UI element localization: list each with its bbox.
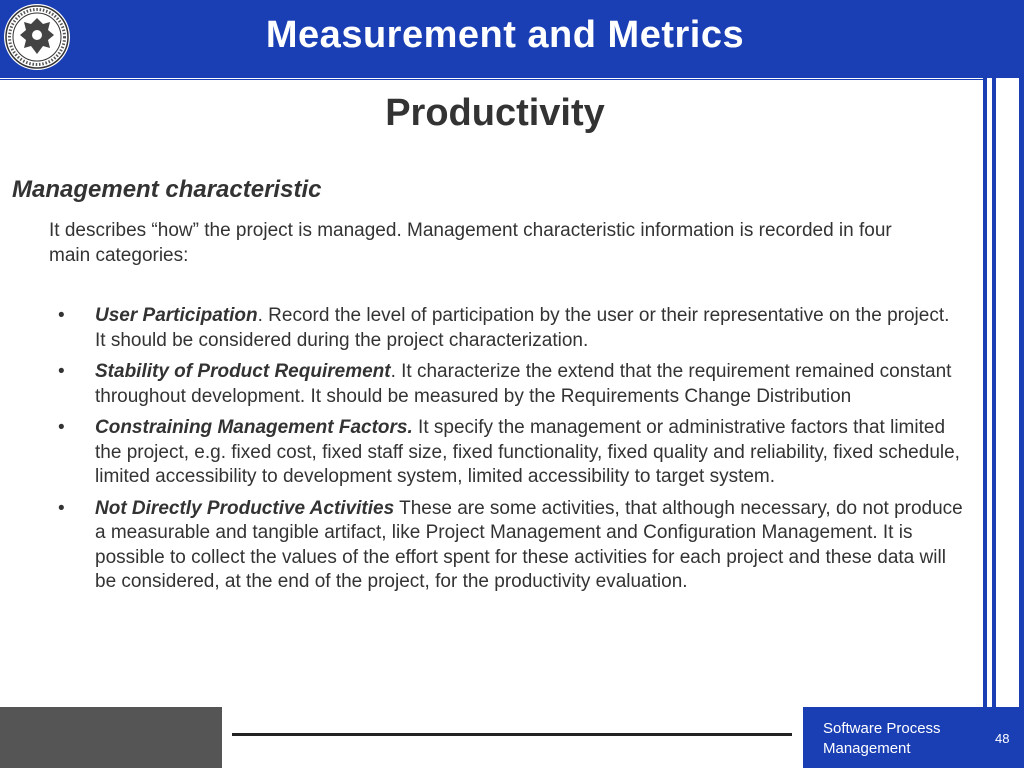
list-item — [58, 304, 964, 353]
footer-course-box — [803, 707, 983, 768]
intro-paragraph: It describes “how” the project is managed. Management characteristic information is recorded in four main categories: — [49, 220, 892, 266]
university-seal-icon — [4, 4, 70, 70]
bullet-term: Stability of Product Requirement — [95, 361, 391, 382]
page-number: 48 — [995, 731, 1010, 746]
slide-header-title: Measurement and Metrics — [265, 14, 745, 56]
list-item — [58, 416, 964, 490]
section-heading: Management characteristic — [12, 176, 322, 203]
bullet-text: . Record the level of participation by the user or their representative on the project. It should be considered during the project characterization. — [95, 305, 950, 351]
footer-course-line1: Software Process — [823, 720, 941, 737]
footer-left-block — [0, 707, 222, 768]
bullet-term: Not Directly Productive Activities — [95, 497, 395, 519]
bullet-icon: • — [58, 417, 65, 438]
bullet-text: It specify the management or administrative factors that limited the project, e.g. fixed cost, fixed staff size, fixed functionality, fixed quality and reliability, fixed schedule, limited accessibility to development system, limited accessibility to target system. — [95, 417, 960, 487]
bullet-text: These are some activities, that although necessary, do not produce a measurable and tangible artifact, like Project Management and Configuration Management. It is possible to collect the values of the effort spent for these activities for each project and these data will be considered, at the end of the project, for the productivity evaluation. — [95, 497, 963, 592]
bullet-text: . It characterize the extend that the requirement remained constant throughout development. It should be measured by the Requirements Change Distribution — [95, 361, 952, 407]
category-list — [58, 304, 964, 602]
header-divider — [0, 74, 1024, 78]
bullet-icon: • — [58, 305, 65, 326]
bullet-icon: • — [58, 497, 65, 519]
list-item — [58, 360, 964, 409]
footer-course-title — [823, 719, 941, 759]
slide-subtitle: Productivity — [385, 92, 605, 134]
bullet-term: Constraining Management Factors. — [95, 417, 413, 438]
bullet-term: User Participation — [95, 305, 258, 326]
footer-divider — [232, 733, 792, 736]
right-border-bar — [1019, 0, 1024, 768]
footer-course-line2: Management — [823, 740, 911, 757]
list-item — [58, 497, 964, 595]
header-thin-divider — [0, 79, 986, 80]
right-border-bar — [992, 0, 996, 768]
bullet-icon: • — [58, 361, 65, 382]
